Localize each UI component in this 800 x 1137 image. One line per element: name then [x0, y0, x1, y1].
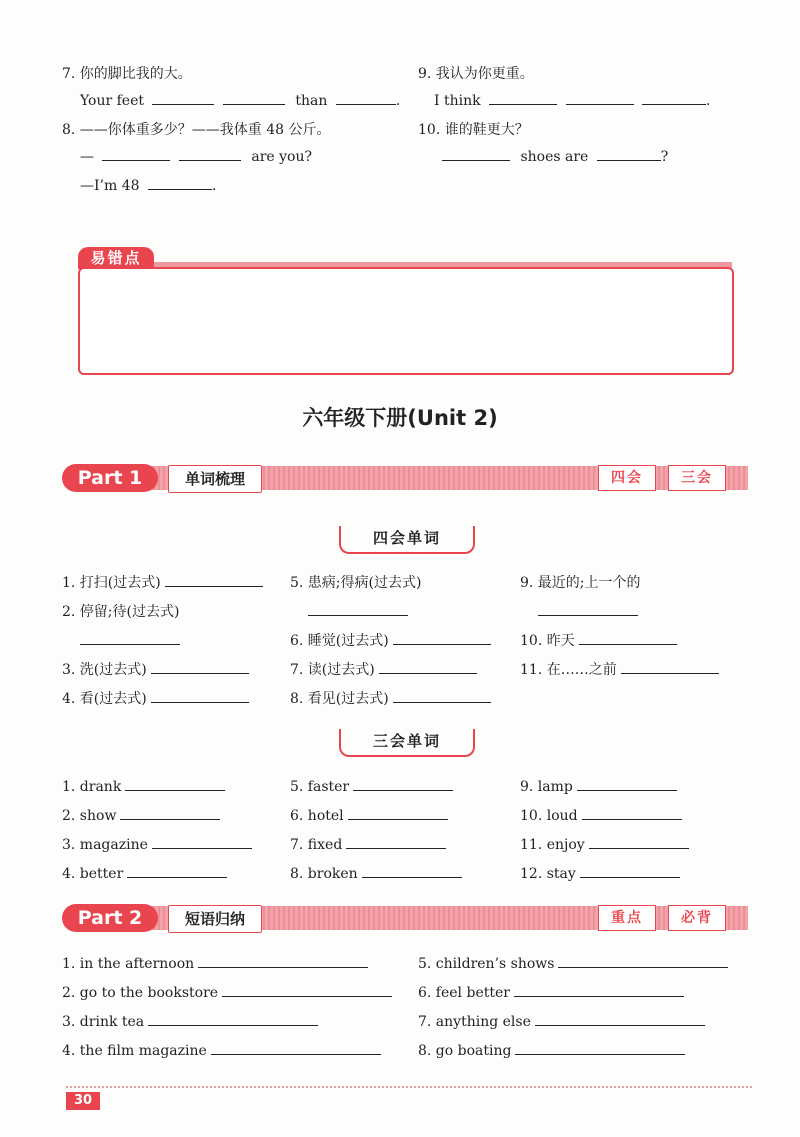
part1-pill: Part 1: [62, 464, 158, 492]
q8-prompt: 8. ——你体重多少？——我体重 48 公斤。: [62, 122, 331, 138]
phrase-3: [62, 1011, 318, 1030]
four-word-7-label: 7. 读(过去式): [290, 662, 375, 678]
q8-text-2: are you?: [251, 149, 312, 165]
phrase-1-blank[interactable]: [198, 953, 368, 968]
q7-prompt: 7. 你的脚比我的大。: [62, 66, 192, 82]
q7-blank-3[interactable]: [336, 90, 396, 105]
four-word-10-blank[interactable]: [579, 630, 677, 645]
q8-blank-2[interactable]: [179, 146, 241, 161]
three-word-5-blank[interactable]: [353, 776, 453, 791]
q10-line: [438, 146, 668, 165]
part2-name: 短语归纳: [168, 905, 262, 933]
q10-text-2: ?: [660, 149, 669, 165]
q9-line: [434, 90, 710, 109]
part1-badge-three: 三会: [668, 465, 726, 491]
four-word-4: [62, 688, 249, 708]
four-word-7-blank[interactable]: [379, 659, 477, 674]
four-word-7: [290, 659, 477, 679]
four-word-11: [520, 659, 719, 679]
four-word-8-label: 8. 看见(过去式): [290, 691, 389, 707]
q8-text-4: .: [211, 178, 217, 194]
three-word-6: [290, 805, 448, 824]
four-word-10-label: 10. 昨天: [520, 633, 575, 649]
phrase-1-label: 1. in the afternoon: [62, 956, 195, 972]
three-word-1-label: 1. drank: [62, 779, 122, 795]
three-word-2-label: 2. show: [62, 808, 117, 824]
q7-text-2: than: [295, 93, 328, 109]
q10-prompt: 10. 谁的鞋更大？: [418, 122, 529, 138]
four-word-8-blank[interactable]: [393, 688, 491, 703]
phrase-7: [418, 1011, 705, 1030]
three-word-10-label: 10. loud: [520, 808, 578, 824]
three-word-3-label: 3. magazine: [62, 837, 148, 853]
q8-text-1: —: [80, 149, 94, 165]
three-word-6-label: 6. hotel: [290, 808, 344, 824]
part2-badge-must: 必背: [668, 905, 726, 931]
mistake-notes-box[interactable]: [78, 267, 734, 375]
phrase-5: [418, 953, 728, 972]
phrase-8: [418, 1040, 685, 1059]
phrase-4-blank[interactable]: [211, 1040, 381, 1055]
three-word-7: [290, 834, 446, 853]
three-word-12: [520, 863, 680, 882]
q9-blank-3[interactable]: [642, 90, 706, 105]
three-word-5: [290, 776, 453, 795]
three-word-11-blank[interactable]: [589, 834, 689, 849]
phrase-5-label: 5. children’s shows: [418, 956, 555, 972]
four-word-3-label: 3. 洗(过去式): [62, 662, 147, 678]
four-word-1-blank[interactable]: [165, 572, 263, 587]
part2-badge-key: 重点: [598, 905, 656, 931]
mistake-tab: 易错点: [78, 247, 154, 269]
q9-text-1: I think: [434, 93, 481, 109]
four-word-6-blank[interactable]: [393, 630, 491, 645]
phrase-4: [62, 1040, 381, 1059]
phrase-1: [62, 953, 368, 972]
q9-prompt: 9. 我认为你更重。: [418, 66, 534, 82]
q7-text-3: .: [395, 93, 401, 109]
four-word-3: [62, 659, 249, 679]
three-word-1: [62, 776, 225, 795]
four-word-11-blank[interactable]: [621, 659, 719, 674]
three-word-4-blank[interactable]: [127, 863, 227, 878]
q10-blank-1[interactable]: [442, 146, 510, 161]
three-word-3: [62, 834, 252, 853]
phrase-7-label: 7. anything else: [418, 1014, 531, 1030]
four-word-6-label: 6. 睡觉(过去式): [290, 633, 389, 649]
part2-pill: Part 2: [62, 904, 158, 932]
unit-title: 六年级下册(Unit 2): [302, 406, 498, 430]
four-skill-title: 四会单词: [339, 526, 475, 554]
phrase-8-blank[interactable]: [515, 1040, 685, 1055]
q9-text-2: .: [705, 93, 711, 109]
four-word-1-label: 1. 打扫(过去式): [62, 575, 161, 591]
four-word-8: [290, 688, 491, 708]
phrase-2-blank[interactable]: [222, 982, 392, 997]
four-word-4-blank[interactable]: [151, 688, 249, 703]
footer-divider: [66, 1086, 752, 1088]
three-word-8-label: 8. broken: [290, 866, 358, 882]
phrase-2: [62, 982, 392, 1001]
three-word-8: [290, 863, 462, 882]
phrase-8-label: 8. go boating: [418, 1043, 512, 1059]
four-word-9: 9. 最近的;上一个的: [520, 575, 641, 591]
three-word-9-label: 9. lamp: [520, 779, 573, 795]
three-word-11: [520, 834, 689, 853]
phrase-3-blank[interactable]: [148, 1011, 318, 1026]
q7-line: [80, 90, 400, 109]
q9-blank-2[interactable]: [566, 90, 634, 105]
phrase-6-blank[interactable]: [514, 982, 684, 997]
three-word-4-label: 4. better: [62, 866, 124, 882]
q10-text-1: shoes are: [520, 149, 589, 165]
three-word-11-label: 11. enjoy: [520, 837, 585, 853]
phrase-4-label: 4. the film magazine: [62, 1043, 207, 1059]
phrase-6-label: 6. feel better: [418, 985, 510, 1001]
four-word-9-blank[interactable]: [538, 601, 638, 616]
three-word-7-blank[interactable]: [346, 834, 446, 849]
three-word-6-blank[interactable]: [348, 805, 448, 820]
three-skill-title: 三会单词: [339, 729, 475, 757]
q7-text-1: Your feet: [80, 93, 144, 109]
three-word-12-label: 12. stay: [520, 866, 576, 882]
three-word-2: [62, 805, 220, 824]
phrase-6: [418, 982, 684, 1001]
three-word-8-blank[interactable]: [362, 863, 462, 878]
part1-badge-four: 四会: [598, 465, 656, 491]
four-word-4-label: 4. 看(过去式): [62, 691, 147, 707]
three-word-12-blank[interactable]: [580, 863, 680, 878]
phrase-7-blank[interactable]: [535, 1011, 705, 1026]
three-word-2-blank[interactable]: [120, 805, 220, 820]
four-word-1: [62, 572, 263, 592]
three-word-3-blank[interactable]: [152, 834, 252, 849]
three-word-7-label: 7. fixed: [290, 837, 343, 853]
three-word-1-blank[interactable]: [125, 776, 225, 791]
four-word-3-blank[interactable]: [151, 659, 249, 674]
four-word-6: [290, 630, 491, 650]
page-number: 30: [66, 1092, 100, 1110]
four-word-5: 5. 患病;得病(过去式): [290, 575, 422, 591]
q8-line-2: [80, 175, 216, 194]
phrase-5-blank[interactable]: [558, 953, 728, 968]
part1-name: 单词梳理: [168, 465, 262, 493]
four-word-5-blank[interactable]: [308, 601, 408, 616]
phrase-3-label: 3. drink tea: [62, 1014, 145, 1030]
three-word-9: [520, 776, 677, 795]
three-word-10: [520, 805, 682, 824]
four-word-2: 2. 停留;待(过去式): [62, 604, 180, 620]
four-word-10: [520, 630, 677, 650]
three-word-9-blank[interactable]: [577, 776, 677, 791]
q9-blank-1[interactable]: [489, 90, 557, 105]
four-word-11-label: 11. 在……之前: [520, 662, 617, 678]
q8-text-3: —I’m 48: [80, 178, 140, 194]
three-word-10-blank[interactable]: [582, 805, 682, 820]
q8-blank-3[interactable]: [148, 175, 212, 190]
q7-blank-2[interactable]: [223, 90, 285, 105]
q7-blank-1[interactable]: [152, 90, 214, 105]
three-word-5-label: 5. faster: [290, 779, 350, 795]
q8-blank-1[interactable]: [102, 146, 170, 161]
phrase-2-label: 2. go to the bookstore: [62, 985, 219, 1001]
q10-blank-2[interactable]: [597, 146, 661, 161]
four-word-2-blank[interactable]: [80, 630, 180, 645]
three-word-4: [62, 863, 227, 882]
q8-line-1: [80, 146, 312, 165]
